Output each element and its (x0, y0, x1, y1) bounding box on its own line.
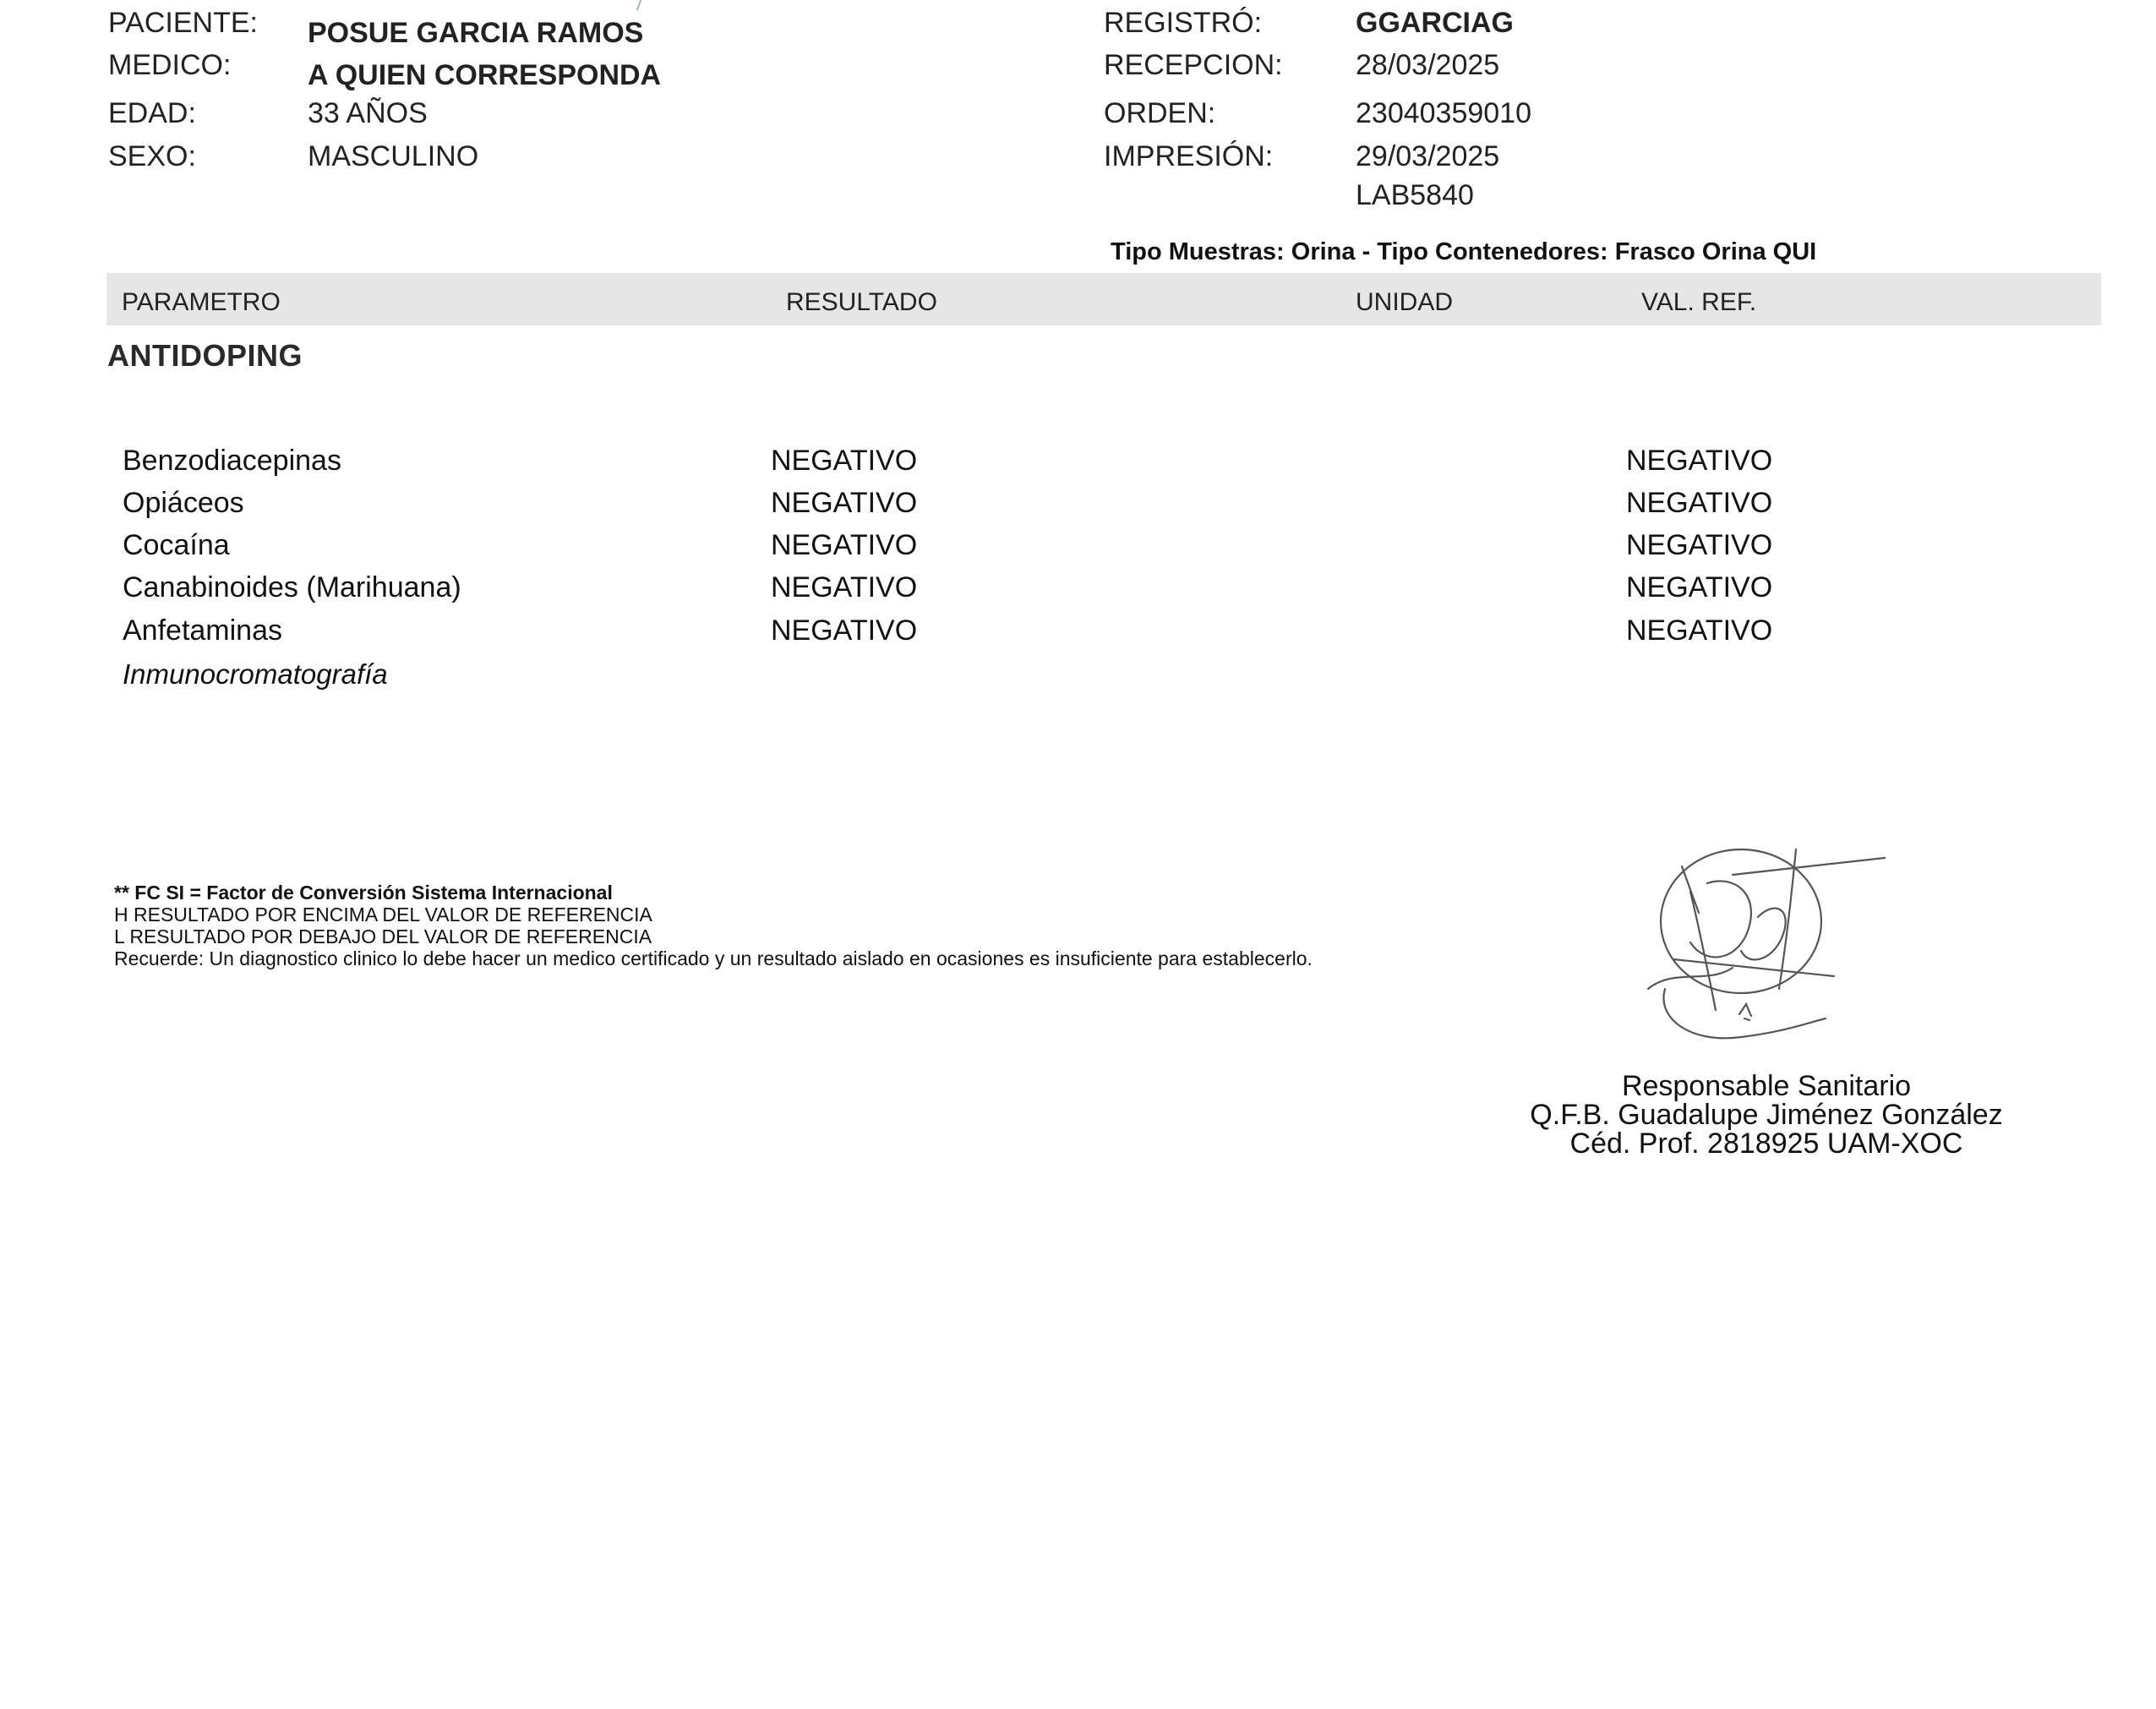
row-ref: NEGATIVO (1626, 445, 1773, 477)
row-ref: NEGATIVO (1626, 487, 1773, 519)
row-parameter: Benzodiacepinas (123, 445, 341, 477)
order-value: 23040359010 (1356, 97, 1532, 129)
age-label: EDAD: (108, 97, 196, 129)
col-unit: UNIDAD (1356, 288, 1454, 316)
reception-label: RECEPCION: (1104, 49, 1283, 81)
row-ref: NEGATIVO (1626, 529, 1773, 561)
col-parameter: PARAMETRO (122, 288, 281, 316)
row-result: NEGATIVO (771, 529, 918, 561)
responsible-name: Q.F.B. Guadalupe Jiménez González (1530, 1099, 2003, 1131)
col-ref: VAL. REF. (1641, 288, 1757, 316)
sample-info: Tipo Muestras: Orina - Tipo Contenedores: Frasco Orina QUI (1111, 238, 1817, 265)
sex-label: SEXO: (108, 140, 196, 172)
registered-label: REGISTRÓ: (1104, 7, 1263, 39)
note-low: L RESULTADO POR DEBAJO DEL VALOR DE REFERENCIA (114, 925, 652, 947)
signature-image (1640, 841, 1893, 1057)
note-high: H RESULTADO POR ENCIMA DEL VALOR DE REFERENCIA (114, 904, 652, 925)
col-result: RESULTADO (786, 288, 937, 316)
print-label: IMPRESIÓN: (1104, 140, 1274, 172)
section-title: ANTIDOPING (107, 338, 303, 373)
method-note: Inmunocromatografía (123, 658, 388, 690)
sex-value: MASCULINO (308, 140, 479, 172)
doctor-value: A QUIEN CORRESPONDA (308, 59, 662, 91)
note-disclaimer: Recuerde: Un diagnostico clinico lo debe hacer un medico certificado y un resultado aislado en ocasiones es insuficiente para establecerlo. (114, 947, 1313, 969)
note-fc-si: ** FC SI = Factor de Conversión Sistema Internacional (114, 882, 613, 904)
responsible-license: Céd. Prof. 2818925 UAM-XOC (1569, 1128, 1963, 1160)
row-parameter: Canabinoides (Marihuana) (123, 571, 461, 603)
print-value: 29/03/2025 (1356, 140, 1500, 172)
row-ref: NEGATIVO (1626, 571, 1773, 603)
row-result: NEGATIVO (771, 487, 918, 519)
lab-code: LAB5840 (1356, 179, 1474, 211)
row-parameter: Cocaína (123, 529, 230, 561)
row-parameter: Opiáceos (123, 487, 244, 519)
row-parameter: Anfetaminas (123, 614, 282, 647)
order-label: ORDEN: (1104, 97, 1216, 129)
row-ref: NEGATIVO (1626, 614, 1773, 647)
reception-value: 28/03/2025 (1356, 49, 1500, 81)
row-result: NEGATIVO (771, 614, 918, 647)
patient-label: PACIENTE: (108, 7, 258, 39)
table-header (106, 273, 2101, 325)
registered-value: GGARCIAG (1356, 7, 1514, 39)
row-result: NEGATIVO (771, 445, 918, 477)
row-result: NEGATIVO (771, 571, 918, 603)
footnotes (114, 882, 1313, 969)
age-value: 33 AÑOS (308, 97, 428, 129)
patient-value: POSUE GARCIA RAMOS (308, 17, 644, 49)
responsible-title: Responsable Sanitario (1621, 1070, 1912, 1102)
doctor-label: MEDICO: (108, 49, 232, 81)
logo-fragment (636, 0, 650, 10)
